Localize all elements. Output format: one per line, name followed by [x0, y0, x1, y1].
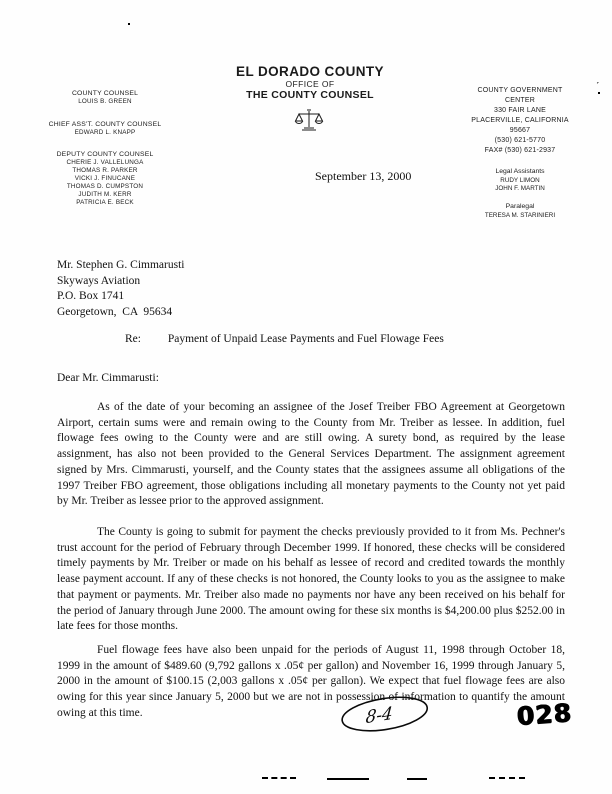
address-line: PLACERVILLE, CALIFORNIA [471, 117, 569, 124]
staff-name: RUDY LIMON [500, 176, 540, 184]
body-paragraph-1: As of the date of your becoming an assignee of the Josef Treiber FBO Agreement at Georgetown Airport, certain sums were and remain owing to the County from Mr. Treiber as lessee. In addition, fuel flowage fees owing to the County were and are still owing. A surety bond, as required by the lease assignment, has also not been provided to the General Services Department. The assignment agreement signed by Mrs. Cimmarusti, yourself, and the County states that the assignees assume all obligations of the 1997 Treiber FBO agreement, those obligations including all monetary payments to the County not yet paid by Mr. Treiber as lessee prior to the approved assignment. [57, 401, 565, 508]
role-title: DEPUTY COUNTY COUNSEL [56, 151, 154, 158]
staff-name: EDWARD L. KNAPP [74, 129, 136, 136]
staff-name: TERESA M. STARINIERI [484, 211, 556, 219]
body-paragraph-2: The County is going to submit for payment the checks previously provided to it from Ms. Pechner's trust account for the period of February through December 1999. If honored, these checks will be considered timely payments by Mr. Treiber or made on his behalf as lessee of record and credited towards the monthly lease payment account. If any of these checks is not honored, the County looks to you as the assignee to make that payment or payments. Mr. Treiber also made no payments nor have any been received on his behalf for the period of January through June 2000. The amount owing for these six months is $4,200.00 plus $252.00 in late fees for those months. [57, 526, 565, 633]
address-line: (530) 621-5770 [494, 137, 546, 144]
body-paragraph-3: Fuel flowage fees have also been unpaid for the periods of August 11, 1998 through October 18, 1999 in the amount of $489.60 (9,792 gallons x .05¢ per gallon) and November 16, 1999 through January 5, 2000 in the amount of $100.15 (2,003 gallons x .05¢ per gallon). We expect that fuel flowage fees are also owing for this year since January 5, 2000 but we are not in possession of information to quantify the amount owing at this time. [57, 644, 565, 719]
page-number-stamp: 028 [516, 698, 574, 731]
letterhead-right-group-paralegal [450, 203, 590, 220]
staff-name: THOMAS R. PARKER [72, 167, 138, 174]
scan-dash-line [489, 777, 525, 779]
staff-name: THOMAS D. CUMPSTON [66, 183, 144, 190]
recipient-name: Mr. Stephen G. Cimmarusti [57, 259, 185, 271]
re-label: Re: [125, 333, 141, 345]
letter-date: September 13, 2000 [315, 169, 412, 183]
scan-speck [598, 92, 600, 94]
address-line: 330 FAIR LANE [493, 107, 546, 114]
recipient-city-state-zip: Georgetown, CA 95634 [57, 305, 173, 318]
county-counsel-line: THE COUNTY COUNSEL [246, 89, 374, 101]
scales-of-justice-icon [294, 108, 324, 134]
re-line [125, 333, 444, 345]
staff-name: LOUIS B. GREEN [78, 98, 132, 105]
scan-line [407, 778, 427, 780]
address-line: COUNTY GOVERNMENT [477, 87, 563, 94]
recipient-po-box: P.O. Box 1741 [57, 290, 125, 303]
county-title: EL DORADO COUNTY [236, 64, 384, 79]
handwritten-circled-note [336, 692, 434, 740]
letterhead-right-address [450, 86, 590, 156]
letterhead-center [230, 64, 390, 101]
letterhead-left-group-county-counsel [25, 90, 185, 106]
circled-note-text: 8-4 [364, 703, 394, 729]
recipient-address-block [57, 258, 184, 320]
role-title: Paralegal [505, 203, 535, 210]
staff-name: CHERIE J. VALLELUNGA [66, 159, 144, 166]
role-title: CHIEF ASS'T. COUNTY COUNSEL [48, 121, 162, 128]
scan-edge-mark: ⌜ [596, 81, 600, 88]
scan-line [327, 778, 369, 780]
letterhead-left-group-deputy [25, 151, 185, 207]
address-line: CENTER [505, 97, 535, 104]
staff-name: JUDITH M. KERR [78, 191, 132, 198]
staff-name: VICKI J. FINUCANE [74, 175, 136, 182]
address-line: FAX# (530) 621-2937 [484, 147, 556, 154]
salutation: Dear Mr. Cimmarusti: [57, 372, 159, 384]
letterhead-left-group-chief-asst [25, 121, 185, 137]
re-subject: Payment of Unpaid Lease Payments and Fuel Flowage Fees [167, 333, 444, 345]
role-title: Legal Assistants [495, 168, 545, 175]
address-line: 95667 [509, 127, 531, 134]
scan-speck [128, 23, 130, 25]
scan-dash-line [262, 777, 296, 779]
role-title: COUNTY COUNSEL [71, 90, 139, 97]
letterhead-right-group-legal-assistants [450, 168, 590, 194]
office-of-line: OFFICE OF [285, 79, 335, 89]
staff-name: JOHN F. MARTIN [495, 185, 545, 192]
staff-name: PATRICIA E. BECK [76, 199, 134, 206]
recipient-company: Skyways Aviation [57, 274, 141, 287]
